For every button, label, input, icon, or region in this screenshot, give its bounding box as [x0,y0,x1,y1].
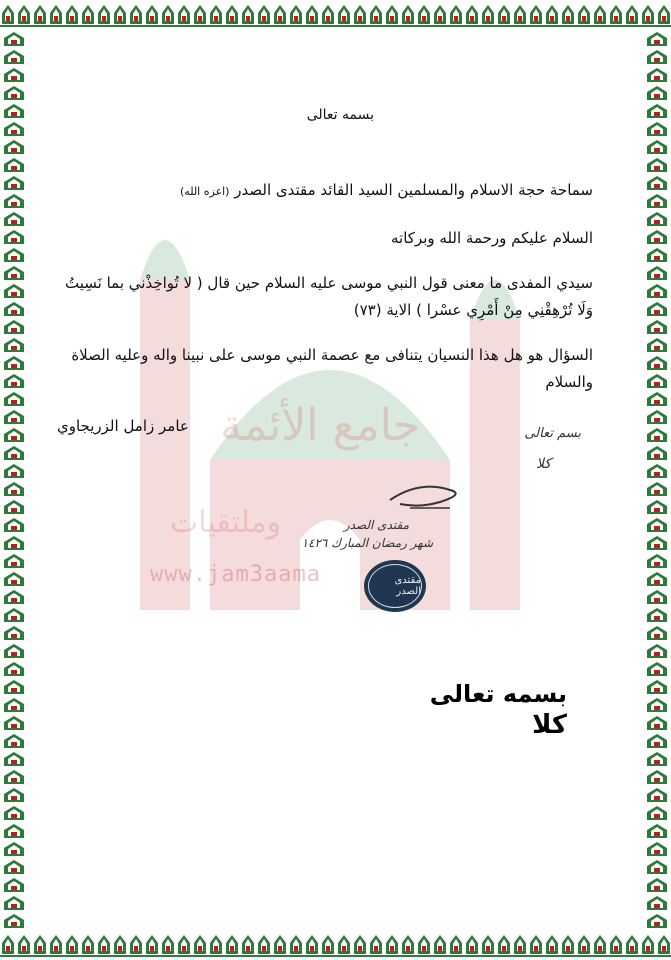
border-left [0,30,28,930]
handwritten-answer: كلا [535,456,551,472]
addressee-honorific: (اعزه الله) [180,185,230,198]
watermark-sub-label: وملتقيات [170,505,282,540]
seal-text: مقتدى الصدر [394,575,421,597]
letter-greeting: السلام عليكم ورحمة الله وبركاته [391,229,593,247]
border-right [643,30,671,930]
letter-heading: بسمه تعالى [306,107,374,123]
seal [364,560,426,612]
signature-flourish [380,478,470,518]
letter-question-2: السؤال هو هل هذا النسيان يتنافى مع عصمة النبي موسى على نبينا واله وعليه الصلاة والسلام [71,346,593,391]
letter-question-1: سيدي المفدى ما معنى قول النبي موسى عليه السلام حين قال ( لا تُواخِذْني بما نَسِيتُ وَلَا تُرْهِقْنِي مِنْ أَمْرِي عسْرا ) الاية (٧٣) [65,274,593,319]
signature-date: شهر رمضان المبارك ١٤٢٦ [301,536,433,550]
watermark-label: جامع الأئمة [220,400,421,451]
seal-inner [368,564,422,608]
border-top [0,0,671,30]
letter-addressee [180,181,593,199]
signature-name: مقتدى الصدر [343,518,409,532]
border-bottom [0,930,671,960]
watermark-url: www.jam3aama [150,562,321,587]
addressee-text: سماحة حجة الاسلام والمسلمين السيد القائد مقتدى الصدر [234,181,593,199]
reply-answer: كلا [532,710,567,740]
sender-name: عامر زامل الزريجاوي [57,417,189,435]
handwritten-heading: بسم تعالى [524,426,581,441]
reply-heading: بسمه تعالى [429,680,567,708]
